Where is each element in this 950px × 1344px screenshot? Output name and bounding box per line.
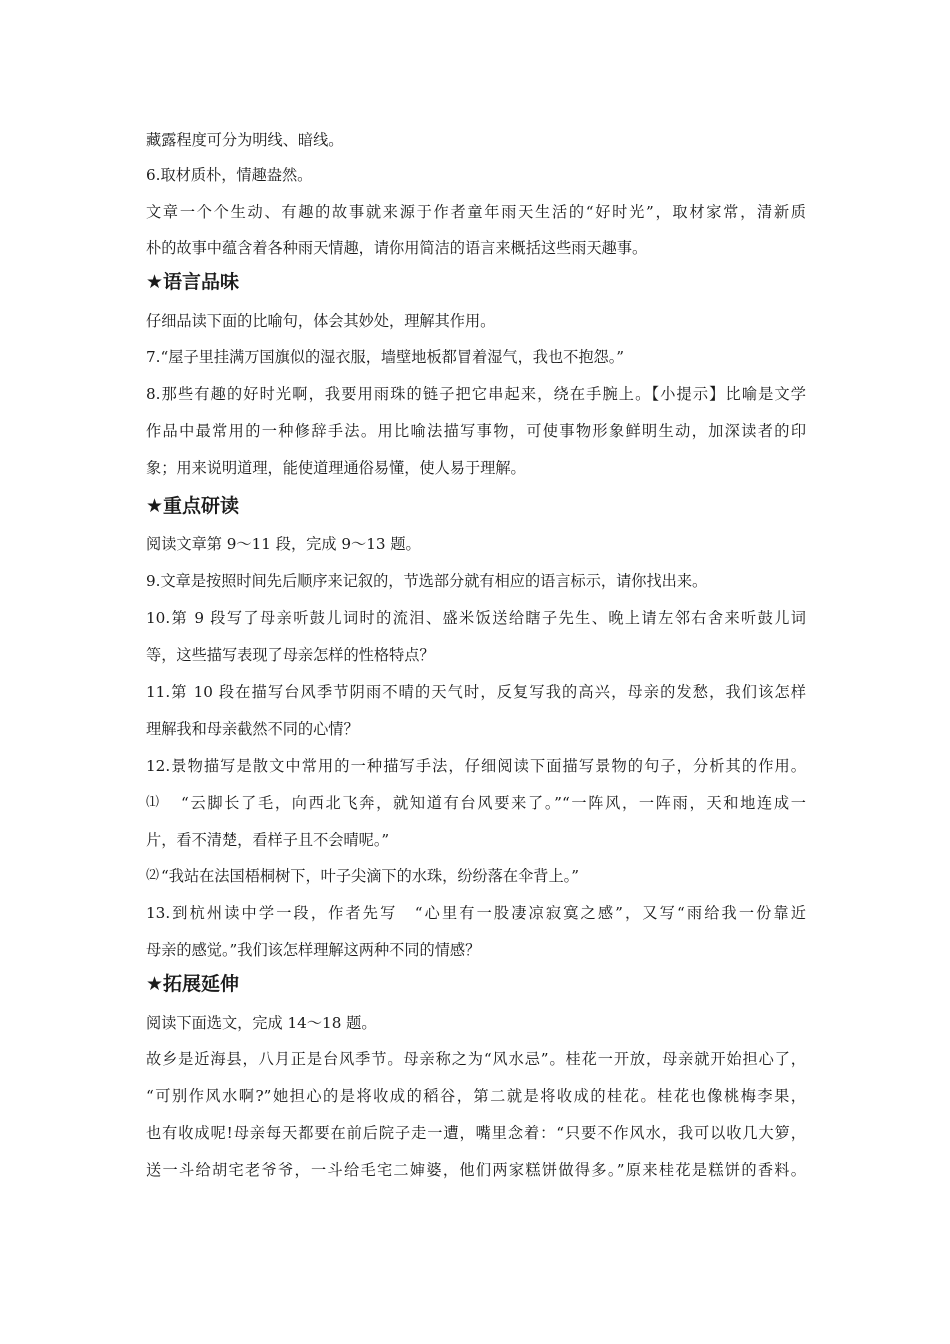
question-7: 7.“屋子里挂满万国旗似的湿衣服，墙壁地板都冒着湿气，我也不抱怨。” — [146, 348, 625, 366]
section-heading-extension: ★拓展延伸 — [146, 973, 240, 995]
paragraph-line: 藏露程度可分为明线、暗线。 — [146, 131, 344, 149]
subquestion-number: ⑴ — [146, 795, 160, 810]
question-6: 6.取材质朴，情趣盎然。 — [146, 166, 313, 184]
instruction-line: 仔细品读下面的比喻句，体会其妙处，理解其作用。 — [146, 312, 496, 330]
paragraph-line: 文章一个个生动、有趣的故事就来源于作者童年雨天生活的“好时光”，取材家常，清新质 — [146, 203, 806, 221]
subquestion-number: ⑵ — [146, 868, 160, 883]
passage-line: 送一斗给胡宅老爷爷，一斗给毛宅二婶婆，他们两家糕饼做得多。”原来桂花是糕饼的香料。 — [146, 1161, 806, 1179]
subquestion-1 — [146, 793, 806, 813]
section-heading-key-reading: ★重点研读 — [146, 495, 240, 517]
question-8: 8.那些有趣的好时光啊，我要用雨珠的链子把它串起来，绕在手腕上。【小提示】比喻是文学 — [146, 385, 806, 403]
instruction-line: 阅读下面选文，完成 14～18 题。 — [146, 1014, 377, 1032]
question-13: 13.到杭州读中学一段，作者先写 “心里有一股凄凉寂寞之感”，又写“雨给我一份靠近 — [146, 904, 806, 922]
subquestion-text: “我站在法国梧桐树下，叶子尖滴下的水珠，纷纷落在伞背上。” — [161, 867, 580, 885]
passage-line: 故乡是近海县，八月正是台风季节。母亲称之为“风水忌”。桂花一开放，母亲就开始担心了， — [146, 1050, 806, 1068]
passage-line: 也有收成呢!母亲每天都要在前后院子走一遭，嘴里念着：“只要不作风水，我可以收几大箩， — [146, 1124, 806, 1142]
paragraph-line: 朴的故事中蕴含着各种雨天情趣，请你用简洁的语言来概括这些雨天趣事。 — [146, 239, 648, 257]
subquestion-text: “云脚长了毛，向西北飞奔，就知道有台风要来了。”“一阵风，一阵雨，天和地连成一 — [181, 794, 806, 812]
passage-line: “可别作风水啊?”她担心的是将收成的稻谷，第二就是将收成的桂花。桂花也像桃梅李果， — [146, 1087, 806, 1105]
question-11: 11.第 10 段在描写台风季节阴雨不晴的天气时，反复写我的高兴，母亲的发愁，我们该怎样 — [146, 683, 806, 701]
question-9: 9.文章是按照时间先后顺序来记叙的，节选部分就有相应的语言标示，请你找出来。 — [146, 572, 708, 590]
question-10: 10.第 9 段写了母亲听鼓儿词时的流泪、盛米饭送给瞎子先生、晚上请左邻右舍来听鼓儿词 — [146, 609, 806, 627]
question-12: 12.景物描写是散文中常用的一种描写手法，仔细阅读下面描写景物的句子，分析其的作用。 — [146, 757, 806, 775]
paragraph-line: 作品中最常用的一种修辞手法。用比喻法描写事物，可使事物形象鲜明生动，加深读者的印 — [146, 422, 806, 440]
paragraph-line: 等，这些描写表现了母亲怎样的性格特点？ — [146, 646, 435, 664]
section-heading-language: ★语言品味 — [146, 271, 240, 293]
paragraph-line: 片，看不清楚，看样子且不会晴呢。” — [146, 831, 390, 849]
instruction-line: 阅读文章第 9～11 段，完成 9～13 题。 — [146, 535, 421, 553]
paragraph-line: 象；用来说明道理，能使道理通俗易懂，使人易于理解。 — [146, 459, 526, 477]
paragraph-line: 理解我和母亲截然不同的心情？ — [146, 720, 359, 738]
subquestion-2 — [146, 866, 806, 886]
paragraph-line: 母亲的感觉。”我们该怎样理解这两种不同的情感？ — [146, 941, 481, 959]
